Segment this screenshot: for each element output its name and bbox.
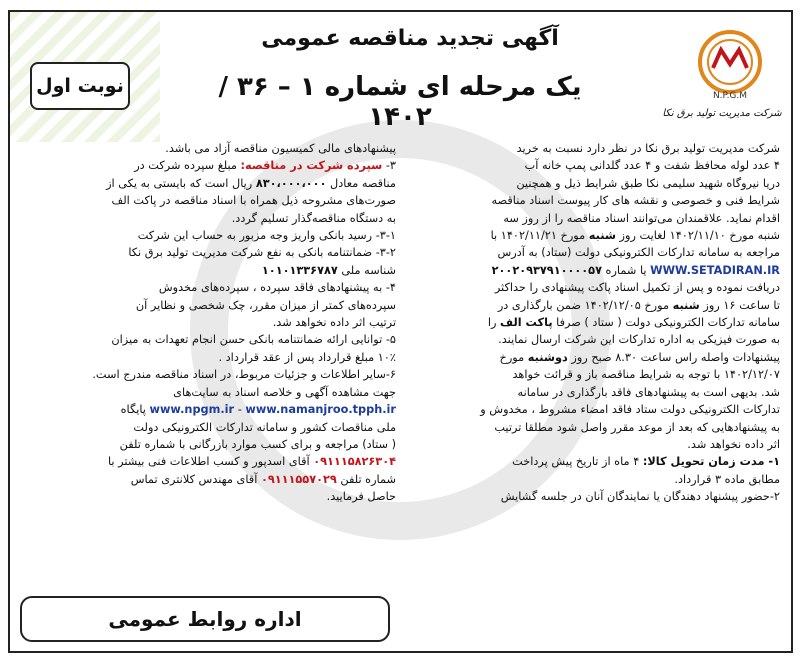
text-line <box>20 453 396 470</box>
text-line <box>412 175 780 192</box>
line-text: مبلغ سپرده شرکت در <box>134 159 241 173</box>
line-text: دریافت نموده و پس از تکمیل اسناد پاکت پیشنهادی را حداکثر <box>494 281 780 295</box>
round-text: نوبت اول <box>36 75 124 97</box>
line-text: حاصل فرمایید. <box>326 490 396 504</box>
company-logo <box>685 28 775 100</box>
text-line <box>20 349 396 366</box>
line-text: شرکت مدیریت تولید برق نکا در نظر دارد نسبت به خرید <box>516 142 780 155</box>
line-text: پیشنهادهای مالی کمیسیون مناقصه آزاد می باشد. <box>165 142 396 155</box>
text-line <box>412 471 780 488</box>
line-text: مورخ <box>499 350 528 364</box>
bold-text: ۱- مدت زمان تحویل کالا: <box>642 455 780 469</box>
line-text: پیشنهادات واصله راس ساعت ۸.۳۰ صبح روز <box>567 350 780 364</box>
text-line <box>20 227 396 244</box>
line-text: ۴ عدد لوله محافظ شفت و ۴ عدد گلدانی پمپ خانه آب <box>524 159 780 173</box>
website-link[interactable]: www.namanjroo.tpph.ir <box>245 403 396 417</box>
line-text: ۱۴۰۲/۱۲/۰۷ با توجه به شرایط مناقصه باز و قرائت خواهد <box>512 368 780 382</box>
company-name: شرکت مدیریت تولید برق نکا <box>662 108 782 119</box>
text-line <box>412 314 780 331</box>
line-text: به دستگاه مناقصه‌گذار تسلیم گردد. <box>231 211 396 225</box>
line-text: شماره تلفن <box>336 472 396 486</box>
text-line <box>412 384 780 401</box>
text-line <box>20 331 396 348</box>
line-text: شرایط فنی و خصوصی و نقشه های کار پیوست اسناد مناقصه <box>491 194 780 208</box>
line-text: ۳-۱- رسید بانکی واریز وجه مزبور به حساب این شرکت <box>137 229 396 243</box>
text-line <box>20 401 396 418</box>
text-line <box>20 366 396 383</box>
bold-text: پاکت الف <box>500 316 553 330</box>
line-text: تا ساعت ۱۶ روز <box>699 298 780 312</box>
line-text: جهت مشاهده آگهی و خلاصه اسناد به سایت‌های <box>173 385 396 399</box>
text-line <box>20 140 396 157</box>
line-text: ملی مناقصات کشور و سامانه تدارکات الکترونیکی دولت <box>133 420 396 434</box>
line-text: ۴ ماه از تاریخ پیش پرداخت <box>512 455 643 469</box>
text-line <box>412 366 780 383</box>
line-text: ۱۰٪ مبلغ قرارداد پس از عقد قرارداد . <box>218 350 396 364</box>
text-line <box>20 210 396 227</box>
text-line <box>20 436 396 453</box>
line-text: به صورت فیزیکی به اداره تدارکات این شرکت ارسال نمایند. <box>498 333 780 347</box>
line-text: مورخ ۱۴۰۲/۱۱/۲۱ با <box>490 229 589 243</box>
text-line <box>412 244 780 261</box>
text-line <box>412 157 780 174</box>
round-label <box>30 62 130 110</box>
line-text: ۵- توانایی ارائه ضمانتنامه بانکی حسن انجام تعهدات به میزان <box>111 333 396 347</box>
bold-text: ۱۰۱۰۱۳۳۶۷۸۷ <box>261 263 338 277</box>
logo-text: N.P.G.M <box>712 91 748 100</box>
text-line <box>412 279 780 296</box>
line-text: ۴- به پیشنهادهای فاقد سپرده ، سپرده‌های مخدوش <box>158 281 396 295</box>
text-line <box>20 262 396 279</box>
text-line <box>412 419 780 436</box>
highlight-text: سپرده شرکت در مناقصه: <box>240 159 383 173</box>
text-line <box>20 175 396 192</box>
line-text: سامانه تدارکات الکترونیکی دولت ( ستاد ) صرفا <box>552 316 780 330</box>
text-line <box>412 349 780 366</box>
line-text: مناقصه معادل <box>326 176 396 190</box>
line-text: مطابق ماده ۳ قرارداد. <box>674 472 780 486</box>
line-text: شنبه مورخ ۱۴۰۲/۱۱/۱۰ لغایت روز <box>615 229 780 243</box>
text-line <box>20 244 396 261</box>
text-line <box>412 140 780 157</box>
line-text: ۳- <box>382 159 396 173</box>
line-text: پایگاه <box>120 403 150 417</box>
text-line <box>412 331 780 348</box>
text-line <box>412 262 780 279</box>
line-text: ۳-۲- ضمانتنامه بانکی به نفع شرکت مدیریت تولید برق نکا <box>128 246 396 260</box>
line-text: مراجعه به سامانه تدارکات الکترونیکی دولت (ستاد) به آدرس <box>497 246 780 260</box>
line-text: آقای اسدپور و کسب اطلاعات فنی بیشتر با <box>107 455 314 469</box>
line-text: ۲-حضور پیشنهاد دهندگان یا نمایندگان آنان در جلسه گشایش <box>500 490 780 504</box>
text-line <box>20 314 396 331</box>
text-line <box>412 436 780 453</box>
bold-text: شنبه <box>588 229 616 243</box>
notice-body-left <box>20 140 396 506</box>
line-text: صورت‌های مشروحه ذیل همراه با اسناد مناقصه در پاکت الف <box>111 194 396 208</box>
bold-text: شنبه <box>672 298 700 312</box>
notice-title: آگهی تجدید مناقصه عمومی <box>261 26 559 51</box>
text-line <box>20 157 396 174</box>
line-text: سپرده‌های کمتر از میزان مقرر، چک شخصی و نظایر آن <box>135 298 396 312</box>
line-text: اقدام نماید. علاقمندان می‌توانند اسناد مناقصه را از روز سه <box>503 211 780 225</box>
text-line <box>20 279 396 296</box>
text-line <box>412 192 780 209</box>
text-line <box>20 192 396 209</box>
footer-public-relations <box>20 596 390 642</box>
text-line <box>20 384 396 401</box>
line-text: شد. بدیهی است به پیشنهادهای فاقد بارگذاری در سامانه <box>517 385 780 399</box>
line-text: اثر داده نخواهد شد. <box>687 437 780 451</box>
line-text: دریا نیروگاه شهید سلیمی نکا طبق شرایط ذیل و همچنین <box>516 176 780 190</box>
highlight-text: ۰۹۱۱۱۵۸۲۶۳۰۴ <box>313 455 396 469</box>
text-line <box>412 488 780 505</box>
line-text: شناسه ملی <box>337 263 396 277</box>
line-text: ( ستاد) مراجعه و برای کسب موارد بازرگانی با شماره تلفن <box>119 437 396 451</box>
text-line <box>20 488 396 505</box>
line-text: مورخ ۱۴۰۲/۱۲/۰۵ ضمن بارگذاری در <box>497 298 673 312</box>
text-line <box>412 453 780 470</box>
text-line <box>20 471 396 488</box>
separator: - <box>234 403 246 417</box>
line-text: ۶-سایر اطلاعات و جزئیات مربوط، در اسناد مناقصه مندرج است. <box>92 368 396 382</box>
footer-text: اداره روابط عمومی <box>108 607 302 631</box>
notice-subtitle: یک مرحله ای شماره ۱ – ۳۶ / ۱۴۰۲ <box>218 72 582 132</box>
website-link[interactable]: WWW.SETADIRAN.IR <box>650 263 780 277</box>
line-text: آقای مهندس کلانتری تماس <box>130 472 261 486</box>
line-text: ترتیب اثر داده نخواهد شد. <box>272 316 396 330</box>
line-text: به پیشنهادهایی که بعد از موعد مقرر واصل شود مطلقا ترتیب <box>494 420 780 434</box>
text-line <box>412 401 780 418</box>
line-text: یا شماره <box>601 263 651 277</box>
bold-text: دوشنبه <box>527 350 568 364</box>
notice-body-right <box>412 140 780 506</box>
bold-text: ۸۳۰،۰۰۰،۰۰۰ <box>255 176 327 190</box>
line-text: را <box>487 316 501 330</box>
text-line <box>412 210 780 227</box>
text-line <box>412 297 780 314</box>
highlight-text: ۰۹۱۱۱۵۵۷۰۲۹ <box>260 472 337 486</box>
text-line <box>412 227 780 244</box>
line-text: تدارکات الکترونیکی دولت ستاد فاقد امضاء مشروط ، مخدوش و <box>480 403 780 417</box>
line-text: ریال است که بایستی به یکی از <box>106 176 256 190</box>
text-line <box>20 419 396 436</box>
website-link[interactable]: www.npgm.ir <box>149 403 235 417</box>
setad-number: ۲۰۰۲۰۹۳۷۹۱۰۰۰۰۵۷ <box>491 263 602 277</box>
text-line <box>20 297 396 314</box>
